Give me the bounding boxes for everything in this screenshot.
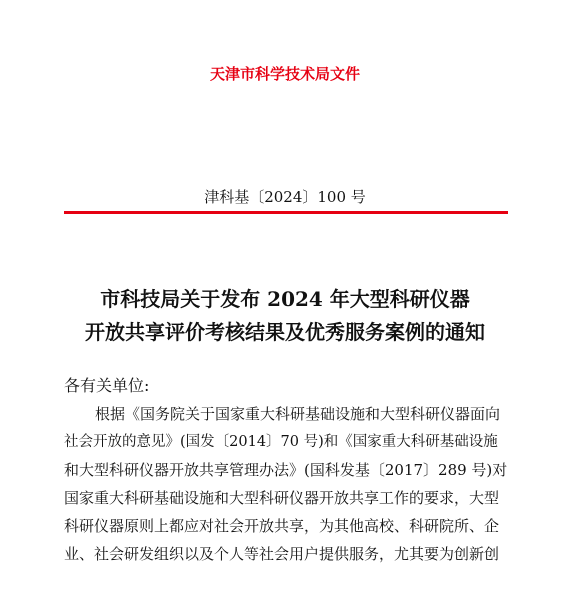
body-line-2: 社会开放的意见》(国发〔2014〕70 号)和《国家重大科研基础设施 — [64, 434, 498, 450]
body-line-5: 科研仪器原则上都应对社会开放共享，为其他高校、科研院所、企 — [64, 517, 500, 535]
notice-title-line-1: 市科技局关于发布 2024 年大型科研仪器 — [100, 287, 470, 311]
body-line-3: 和大型科研仪器开放共享管理办法》(国科发基〔2017〕289 号)对 — [64, 461, 508, 479]
body-line-6: 业、社会研发组织以及个人等社会用户提供服务，尤其要为创新创 — [64, 545, 500, 563]
body-line-1: 根据《国务院关于国家重大科研基础设施和大型科研仪器面向 — [95, 405, 501, 423]
masthead-title: 天津市科学技术局文件 — [209, 65, 360, 83]
salutation: 各有关单位: — [64, 376, 150, 395]
body-line-4: 国家重大科研基础设施和大型科研仪器开放共享工作的要求，大型 — [64, 489, 500, 507]
red-divider-rule — [64, 211, 508, 214]
notice-title — [0, 283, 570, 349]
notice-title-line-2: 开放共享评价考核结果及优秀服务案例的通知 — [85, 320, 485, 344]
document-number: 津科基〔2024〕100 号 — [204, 188, 366, 206]
